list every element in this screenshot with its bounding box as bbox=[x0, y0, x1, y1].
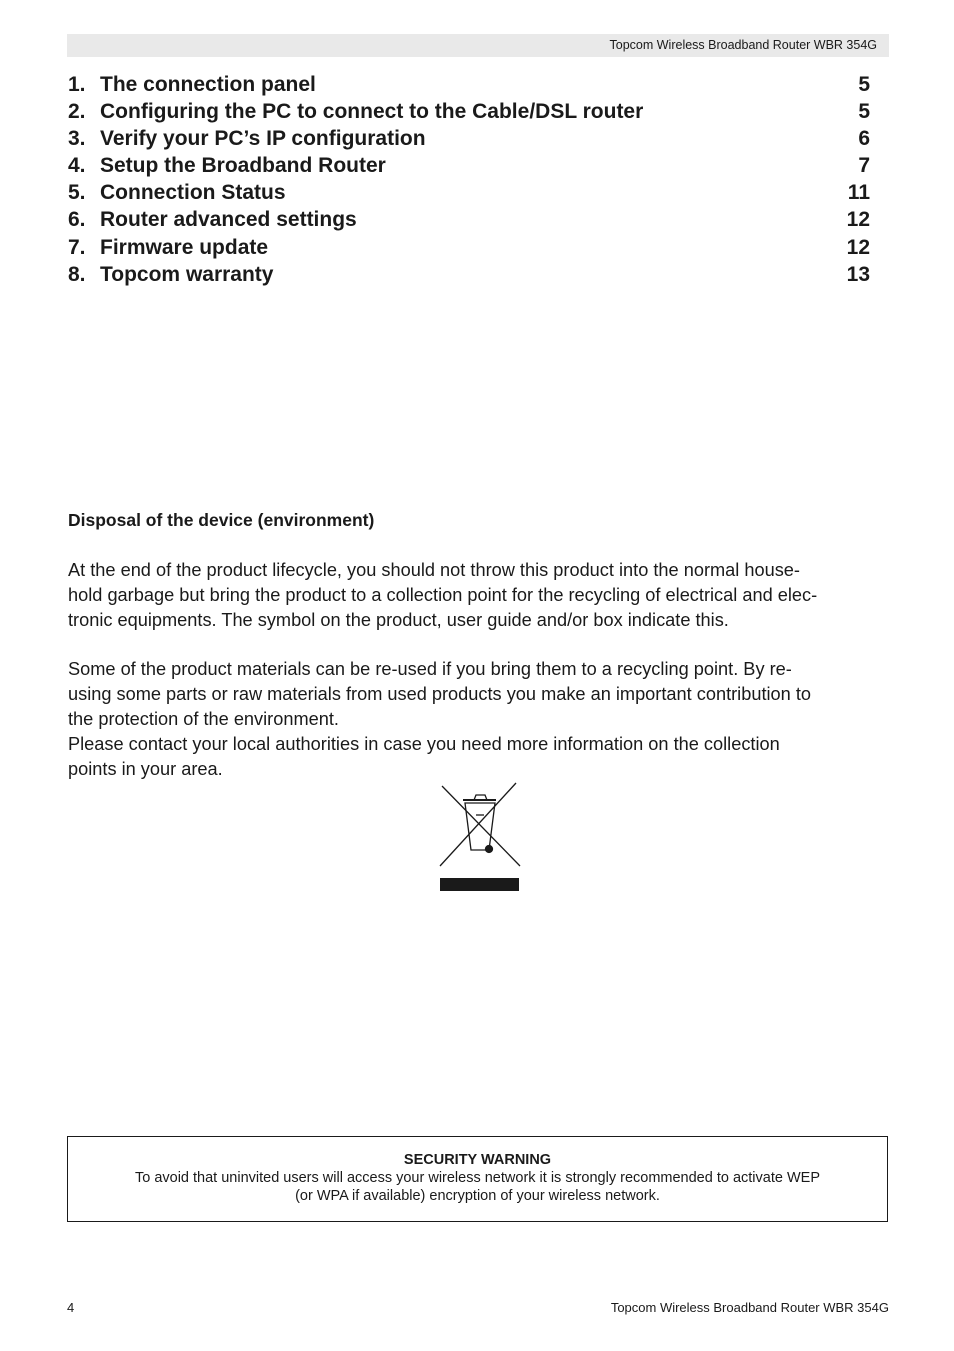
toc-entry-page: 11 bbox=[847, 181, 870, 205]
security-warning-line: To avoid that uninvited users will access your wireless network it is strongly recommended to activate WEP bbox=[134, 1170, 820, 1186]
header-title: Topcom Wireless Broadband Router WBR 354G bbox=[609, 38, 877, 52]
paragraph-line: the protection of the environment. bbox=[68, 708, 339, 729]
disposal-heading: Disposal of the device (environment) bbox=[68, 510, 375, 530]
toc-entry-number: 1. bbox=[68, 73, 86, 96]
disposal-paragraph-3 bbox=[68, 732, 894, 782]
security-warning-line: (or WPA if available) encryption of your wireless network. bbox=[295, 1188, 660, 1204]
toc-entry-page: 5 bbox=[858, 100, 870, 124]
toc-entry[interactable] bbox=[68, 100, 870, 127]
toc-entry-page: 6 bbox=[858, 127, 870, 151]
toc-entry-number: 4. bbox=[68, 154, 86, 178]
toc-entry[interactable] bbox=[68, 127, 870, 154]
security-warning-box bbox=[67, 1136, 888, 1222]
toc-entry[interactable] bbox=[68, 208, 870, 235]
toc-entry-number: 2. bbox=[68, 100, 86, 124]
toc-entry-page: 7 bbox=[858, 154, 870, 178]
toc-entry-title: Verify your PC’s IP configuration bbox=[100, 127, 426, 151]
toc-entry-number: 6. bbox=[68, 208, 86, 232]
toc-entry-title: Firmware update bbox=[100, 235, 269, 259]
crossed-out-wheelie-bin-icon bbox=[436, 780, 522, 894]
toc-entry-title: Connection Status bbox=[100, 181, 286, 205]
paragraph-line: using some parts or raw materials from used products you make an important contribution to bbox=[68, 683, 811, 704]
footer-page-number: 4 bbox=[67, 1300, 75, 1315]
paragraph-line: At the end of the product lifecycle, you should not throw this product into the normal house- bbox=[68, 560, 800, 580]
paragraph-line: tronic equipments. The symbol on the product, user guide and/or box indicate this. bbox=[68, 609, 729, 630]
toc-entry[interactable] bbox=[68, 263, 870, 290]
toc-entry-number: 7. bbox=[68, 235, 86, 259]
security-warning-title: SECURITY WARNING bbox=[403, 1152, 552, 1168]
toc-entry-title: Configuring the PC to connect to the Cable/DSL router bbox=[100, 100, 644, 124]
paragraph-line: Some of the product materials can be re-used if you bring them to a recycling point. By re- bbox=[68, 659, 792, 679]
toc-entry-title: Setup the Broadband Router bbox=[100, 154, 386, 178]
toc-entry-title: The connection panel bbox=[100, 73, 316, 96]
toc-entry-title: Router advanced settings bbox=[100, 208, 357, 232]
toc-entry[interactable] bbox=[68, 181, 870, 208]
toc-entry-page: 12 bbox=[846, 208, 870, 232]
disposal-paragraph-1 bbox=[68, 558, 894, 632]
paragraph-line: points in your area. bbox=[68, 758, 223, 779]
table-of-contents bbox=[68, 73, 870, 290]
disposal-paragraph-2 bbox=[68, 657, 894, 731]
toc-entry[interactable] bbox=[68, 154, 870, 181]
toc-entry[interactable] bbox=[68, 73, 870, 100]
paragraph-line: hold garbage but bring the product to a collection point for the recycling of electrical and elec- bbox=[68, 584, 818, 605]
toc-entry-page: 12 bbox=[846, 235, 870, 259]
toc-entry-number: 5. bbox=[68, 181, 86, 205]
page-header bbox=[67, 34, 889, 57]
toc-entry-title: Topcom warranty bbox=[100, 262, 274, 286]
toc-entry-page: 13 bbox=[846, 262, 870, 286]
footer-title: Topcom Wireless Broadband Router WBR 354G bbox=[610, 1300, 889, 1315]
toc-entry-number: 8. bbox=[68, 262, 86, 286]
toc-entry[interactable] bbox=[68, 236, 870, 263]
toc-entry-number: 3. bbox=[68, 127, 86, 151]
paragraph-line: Please contact your local authorities in case you need more information on the collection bbox=[68, 734, 780, 754]
toc-entry-page: 5 bbox=[858, 73, 870, 96]
